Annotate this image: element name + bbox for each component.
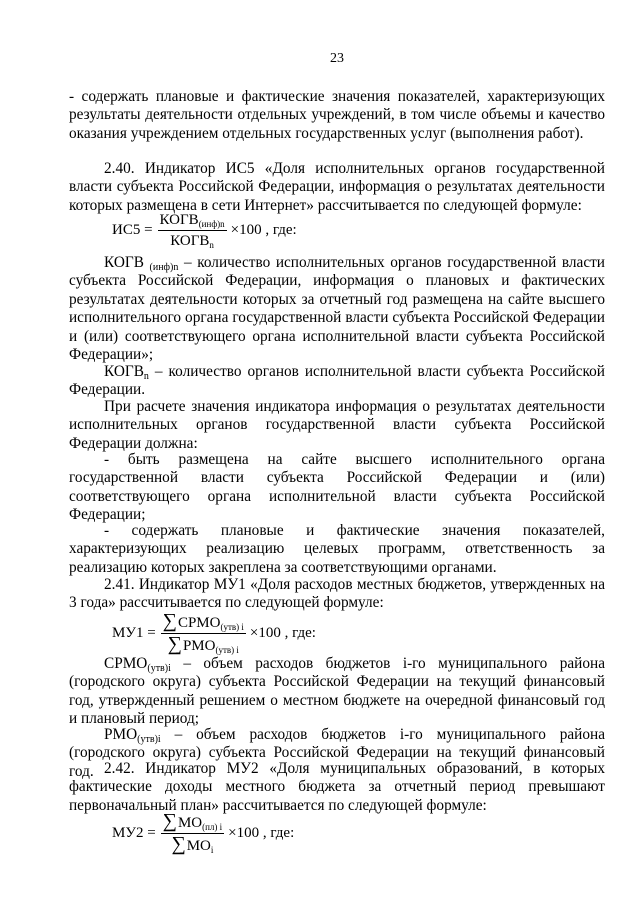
paragraph: 2.41. Индикатор МУ1 «Доля расходов местных бюджетов, утвержденных на 3 года» рассчитывается по следующей формуле:: [69, 576, 605, 612]
formula-denominator: $КОГВ_n$: [170, 233, 214, 250]
formula-tail: ×100 , где:: [249, 625, 316, 642]
sum-sign: ∑: [167, 633, 182, 655]
formula: [112, 612, 316, 655]
paragraph: - содержать плановые и фактические значения показателей, характеризующих реализацию целевых программ, ответственность за реализацию которых закреплена за соответствующими органами.: [69, 522, 605, 576]
sum-sign: ∑: [162, 810, 177, 832]
paragraph: 2.42. Индикатор МУ2 «Доля муниципальных образований, в которых фактические доходы местного бюджета за отчетный период превышают первоначальный план» рассчитывается по следующей формуле:: [69, 760, 605, 814]
formula: [112, 211, 297, 250]
formula-tail: ×100 , где:: [230, 222, 297, 239]
page-number: 23: [330, 51, 344, 66]
formula-tail: ×100 , где:: [228, 825, 295, 842]
paragraph: При расчете значения индикатора информация о результатах деятельности исполнительных органов государственной власти субъекта Российской Федерации должна:: [69, 398, 605, 452]
formula-numerator: $\sum СРМО_{(утв) i}$: [162, 610, 244, 632]
formula-denominator: $\sum РМО_{(утв) i}$: [167, 633, 239, 655]
paragraph: $КОГВ_n$ – количество органов исполнительной власти субъекта Российской Федерации.: [69, 363, 605, 399]
paragraph: 2.40. Индикатор ИС5 «Доля исполнительных органов государственной власти субъекта Российской Федерации, информация о результатах деятельности которых размещена в сети Интернет» рассчитывается по следующей формуле:: [69, 160, 605, 214]
paragraph: КОГВ $_{(инф)n}$ – количество исполнительных органов государственной власти субъекта Российской Федерации, информация о плановых и фактических результатах деятельности которых за отчетный год размещена на сайте высшего исполнительного органа государственной власти субъекта Российской Федерации и (или) соответствующего органа исполнительной власти субъекта Российской Федерации»;: [69, 254, 605, 364]
formula-numerator: $\sum МО_{(пл) i}$: [162, 810, 223, 832]
formula-lhs: МУ2 =: [112, 825, 156, 842]
formula-lhs: МУ1 =: [112, 625, 156, 642]
paragraph: - содержать плановые и фактические значения показателей, характеризующих результаты деятельности отдельных учреждений, в том числе объемы и качество оказания учреждением отдельных государственных услуг (выполнения работ).: [69, 88, 605, 142]
document-page: [69, 0, 605, 905]
formula-lhs: ИС5 =: [112, 222, 153, 239]
paragraph: - быть размещена на сайте высшего исполнительного органа государственной власти субъекта Российской Федерации и (или) соответствующего органа исполнительной власти субъекта Российской Федерации;: [69, 451, 605, 524]
formula-fraction: [161, 812, 225, 855]
formula-fraction: [161, 612, 246, 655]
paragraph: $СРМО_{(утв)i}$ – объем расходов бюджетов i-го муниципального района (городского округа) субъекта Российской Федерации на текущий финансовый год, утвержденный решением о местном бюджете на очередной финансовый год и плановый период;: [69, 655, 605, 728]
paragraph: $РМО_{(утв)i}$ – объем расходов бюджетов i-го муниципального района (городского округа) субъекта Российской Федерации на текущий финансовый год.: [69, 726, 605, 780]
sum-sign: ∑: [162, 610, 177, 632]
formula-numerator: $КОГВ_{(инф)n}$: [159, 212, 225, 229]
formula-fraction: [158, 211, 227, 250]
formula-denominator: $\sum МО_i$: [171, 833, 214, 855]
formula: [112, 812, 294, 855]
sum-sign: ∑: [171, 833, 186, 855]
